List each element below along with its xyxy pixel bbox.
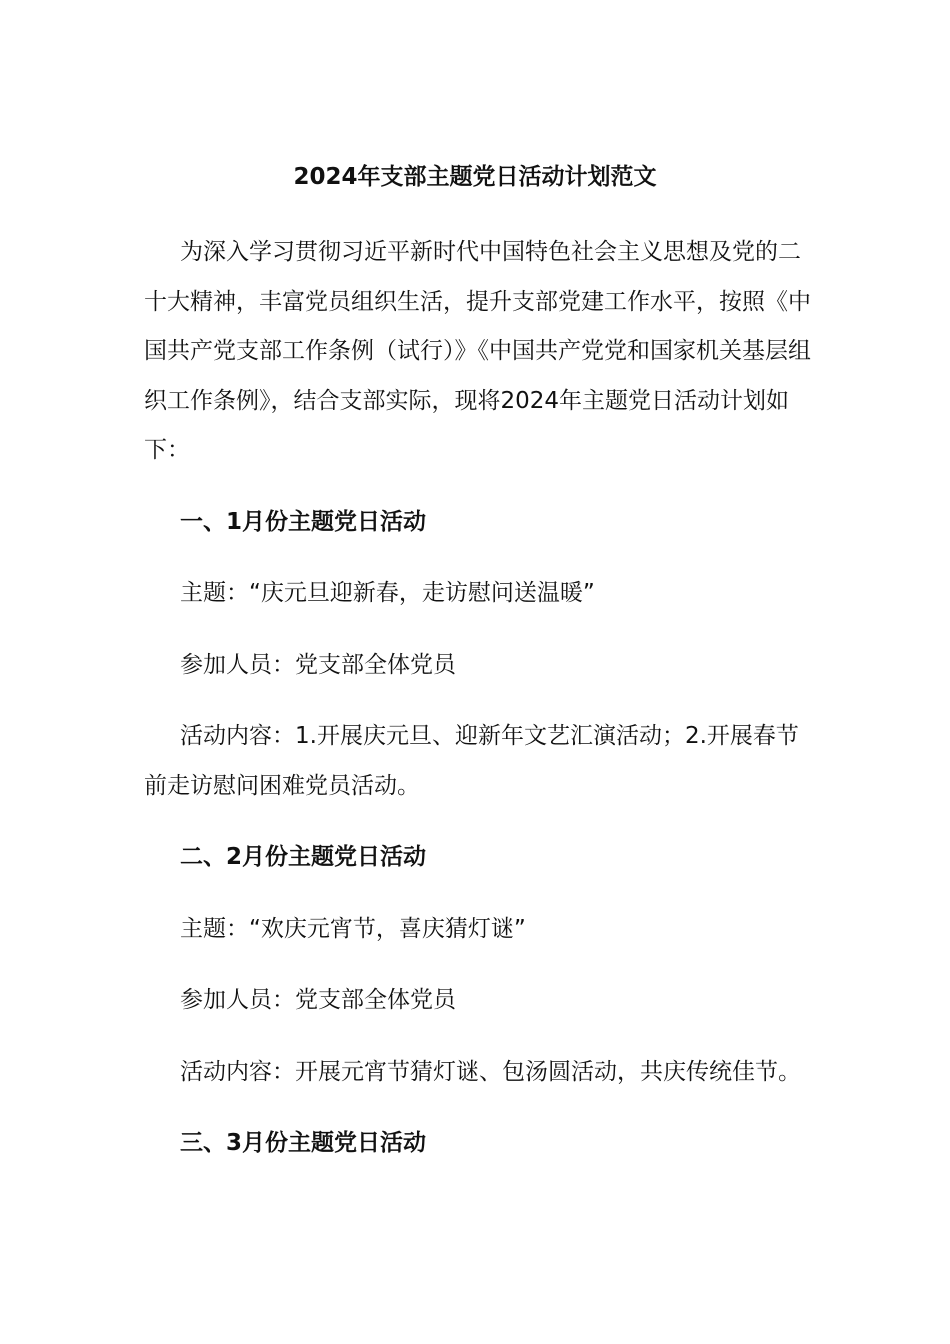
- section-heading-february: 二、2月份主题党日活动: [180, 844, 427, 870]
- section-participants-february: 参加人员：党支部全体党员: [180, 987, 456, 1013]
- document-body: [144, 228, 816, 1169]
- section-theme-january: 主题：“庆元旦迎新春，走访慰问送温暖”: [180, 580, 595, 606]
- section-heading-january: 一、1月份主题党日活动: [180, 508, 427, 535]
- section-content-january: 活动内容：1.开展庆元旦、迎新年文艺汇演活动；2.开展春节前走访慰问困难党员活动。: [144, 723, 799, 799]
- section-participants-january: 参加人员：党支部全体党员: [180, 651, 456, 678]
- section-theme-february: 主题：“欢庆元宵节，喜庆猜灯谜”: [180, 915, 526, 942]
- intro-paragraph: 为深入学习贯彻习近平新时代中国特色社会主义思想及党的二十大精神，丰富党员组织生活，提升支部党建工作水平，按照《中国共产党支部工作条例（试行）》《中国共产党党和国家机关基层组织工作条例》，结合支部实际，现将2024年主题党日活动计划如下：: [144, 239, 811, 463]
- section-content-february: 活动内容：开展元宵节猜灯谜、包汤圆活动，共庆传统佳节。: [180, 1058, 801, 1085]
- document-title: 2024年支部主题党日活动计划范文: [293, 164, 657, 190]
- section-heading-march: 三、3月份主题党日活动: [180, 1130, 427, 1156]
